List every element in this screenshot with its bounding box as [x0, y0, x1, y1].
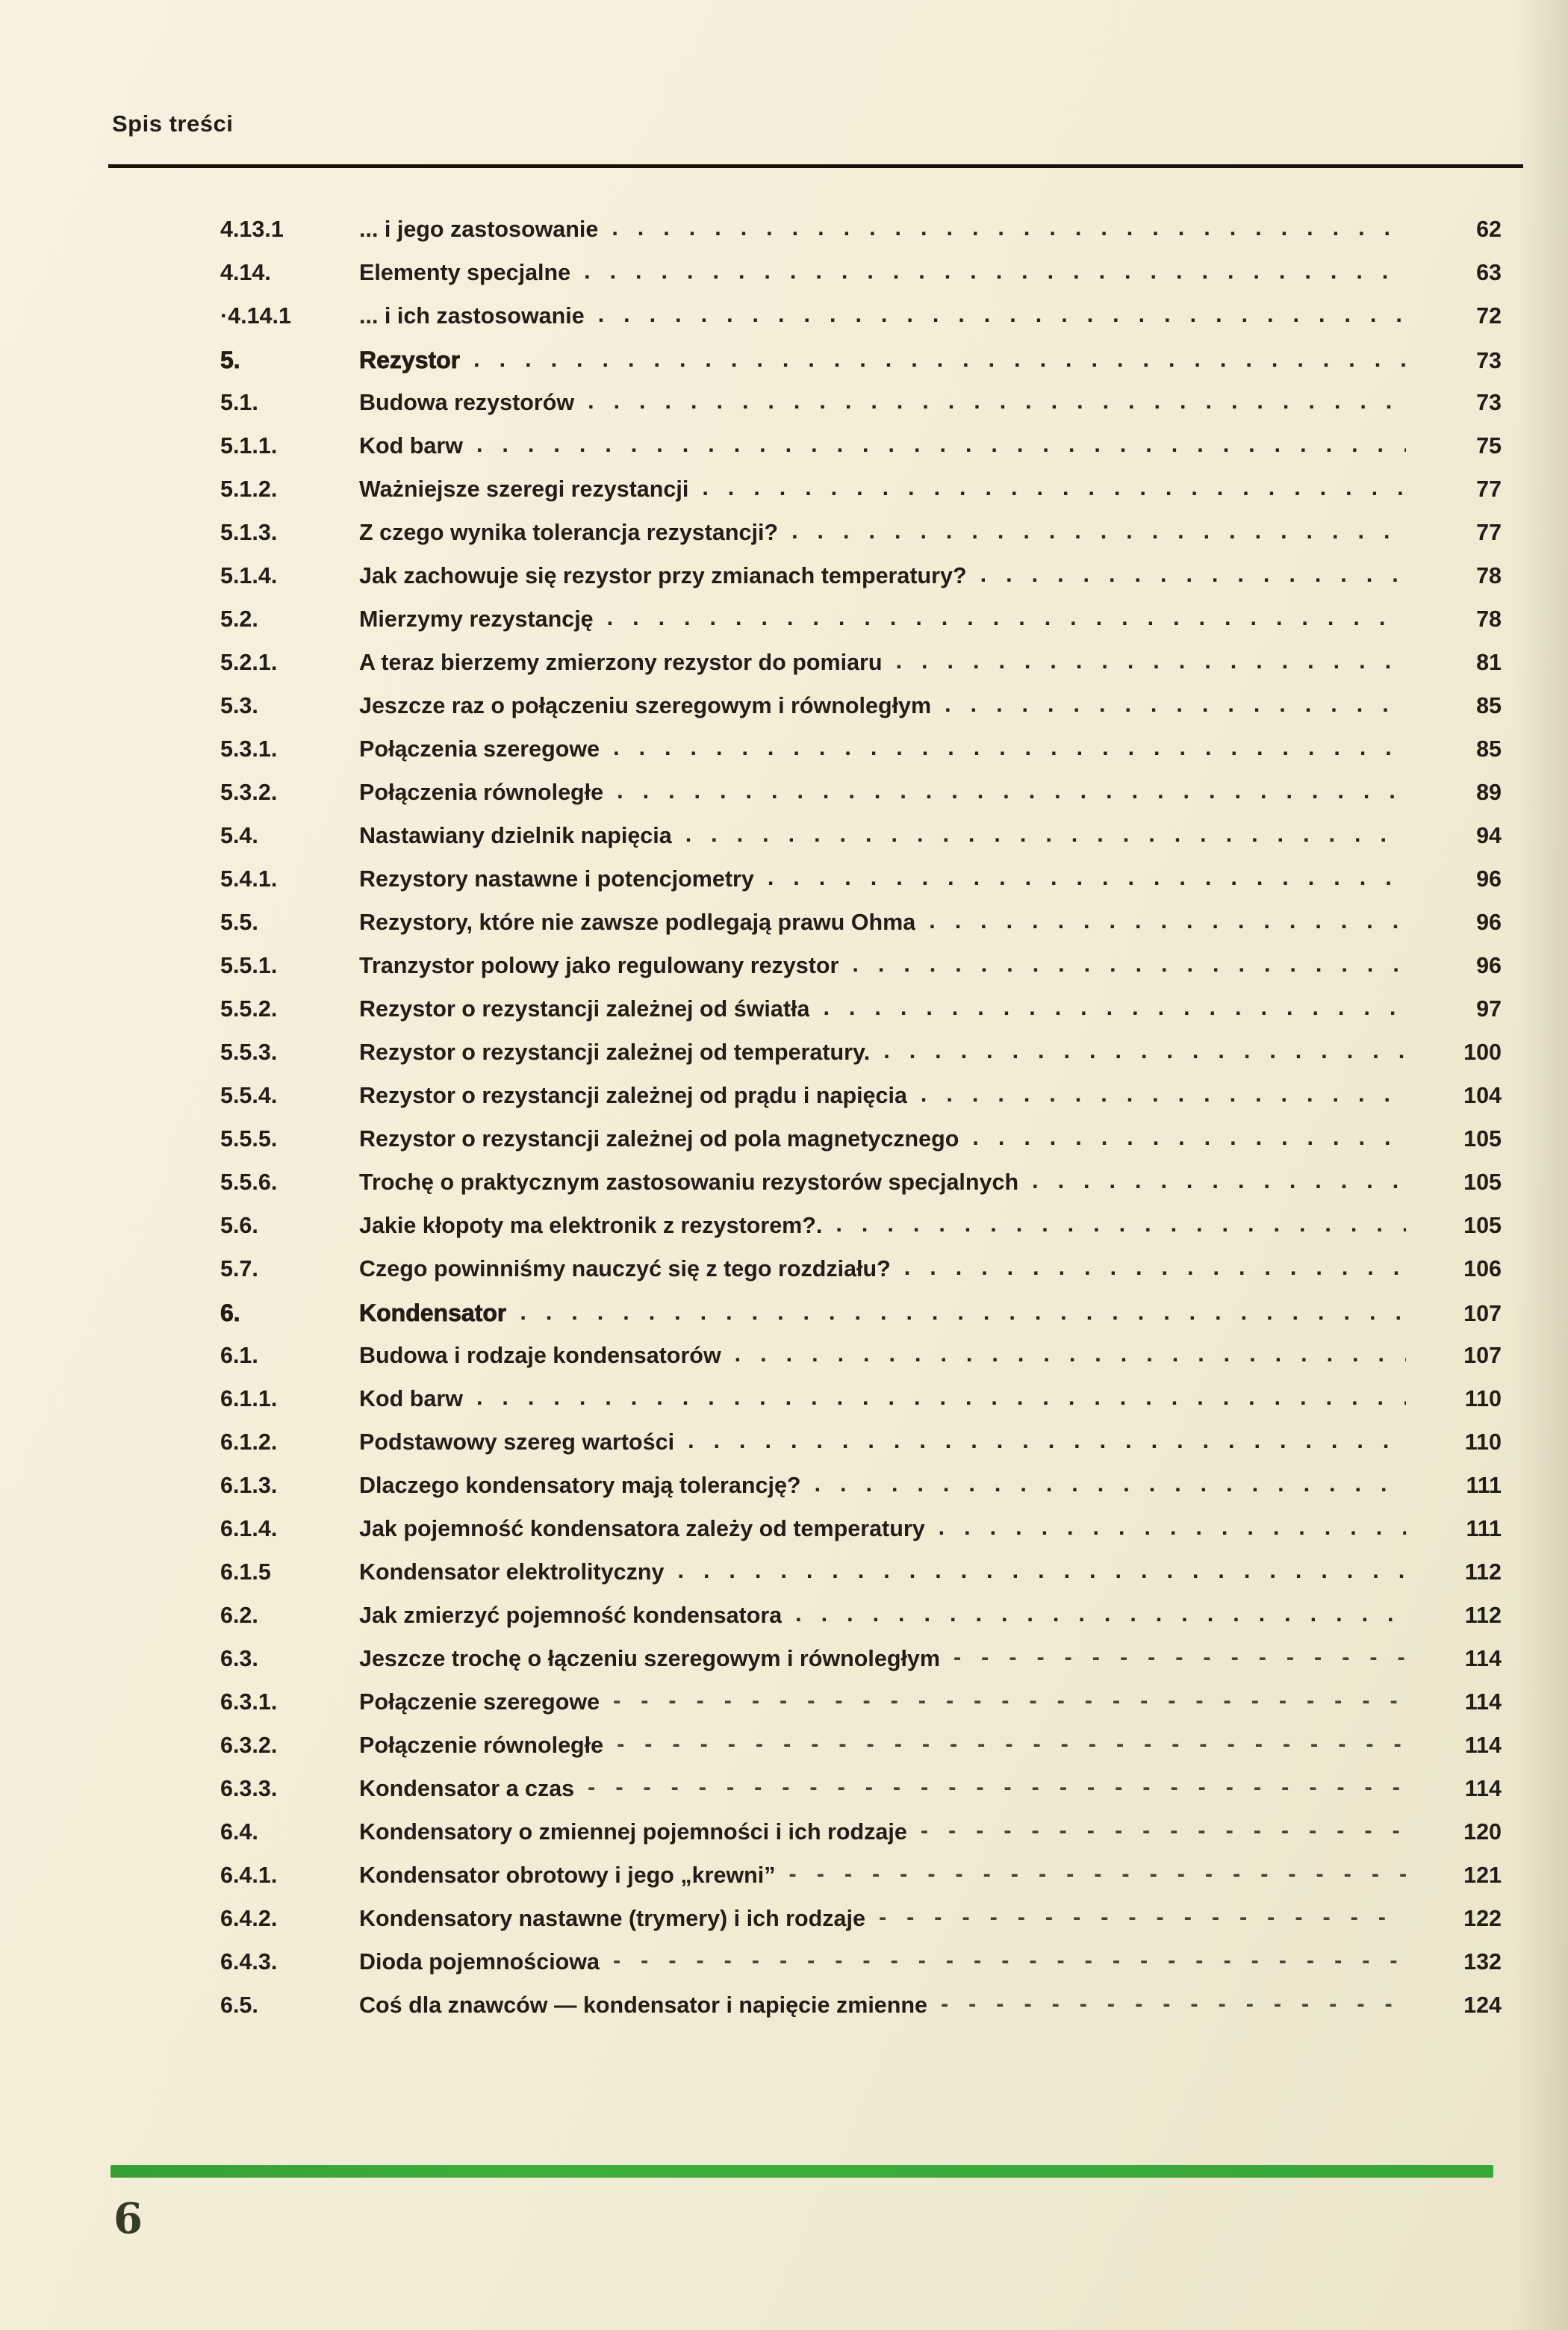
toc-entry — [220, 1949, 1502, 1992]
toc-entry-number: ·4.14.1 — [220, 303, 291, 329]
dot-leader — [904, 1255, 1406, 1281]
toc-entry-page: 110 — [1464, 1386, 1502, 1411]
toc-entry-title: Dioda pojemnościowa — [359, 1949, 600, 1975]
toc-entry — [220, 1689, 1502, 1733]
dot-leader — [688, 1428, 1406, 1454]
toc-entry-number: 6.4.2. — [220, 1906, 278, 1931]
toc-entry-title: Czego powinniśmy nauczyć się z tego rozdziału? — [359, 1256, 891, 1282]
dot-leader — [476, 1385, 1406, 1411]
dot-leader — [795, 1601, 1406, 1627]
dot-leader — [702, 475, 1406, 501]
toc-entry-number: 5.1.3. — [220, 520, 278, 545]
toc-entry-title: Jakie kłopoty ma elektronik z rezystorem?. — [359, 1213, 823, 1238]
toc-entry-page: 81 — [1476, 650, 1502, 675]
dot-leader — [612, 215, 1406, 241]
toc-entry-number: 6.1.1. — [220, 1386, 278, 1411]
toc-entry — [220, 1863, 1502, 1906]
toc-entry-title: Podstawowy szereg wartości — [359, 1429, 675, 1455]
dot-leader — [836, 1211, 1406, 1237]
toc-entry-title: Kondensator elektrolityczny — [359, 1559, 665, 1585]
toc-entry-number: 5. — [220, 347, 240, 373]
dot-leader — [735, 1341, 1406, 1367]
toc-entry-title: Trochę o praktycznym zastosowaniu rezystorów specjalnych — [359, 1169, 1019, 1195]
toc-entry — [220, 1819, 1502, 1863]
toc-entry-number: 5.1.2. — [220, 476, 278, 502]
dot-leader — [945, 692, 1406, 718]
dot-leader — [677, 1558, 1406, 1584]
toc-entry-number: 5.4. — [220, 823, 258, 848]
toc-entry-title: Kondensator a czas — [359, 1776, 575, 1801]
header-rule — [108, 164, 1523, 168]
toc-entry-page: 110 — [1464, 1429, 1502, 1455]
toc-entry-number: 5.3.2. — [220, 780, 278, 805]
toc-entry-title: Rezystor o rezystancji zależnej od światła — [359, 996, 810, 1022]
toc-entry — [220, 520, 1502, 563]
toc-entry-title: Rezystory, które nie zawsze podlegają prawu Ohma — [359, 910, 916, 935]
toc-entry — [220, 1516, 1502, 1559]
toc-entry-page: 85 — [1476, 736, 1502, 762]
toc-entry-number: 6.1.5 — [220, 1559, 271, 1585]
toc-entry-page: 100 — [1463, 1040, 1502, 1065]
dot-leader — [613, 735, 1406, 761]
toc-entry-number: 5.5.5. — [220, 1126, 278, 1152]
toc-entry — [220, 1213, 1502, 1256]
toc-entry-page: 120 — [1463, 1819, 1502, 1845]
toc-entry — [220, 1169, 1502, 1213]
toc-entry-number: 6.5. — [220, 1992, 258, 2018]
toc-entry-page: 62 — [1476, 217, 1502, 242]
toc-entry — [220, 1473, 1502, 1516]
toc-entry — [220, 1733, 1502, 1776]
toc-entry-title: Tranzystor polowy jako regulowany rezystor — [359, 953, 839, 978]
toc-entry — [220, 1992, 1502, 2036]
toc-entry-page: 112 — [1464, 1559, 1502, 1585]
toc-entry-page: 75 — [1476, 433, 1502, 459]
toc-entry-number: 6.1.2. — [220, 1429, 278, 1455]
toc-entry-page: 132 — [1463, 1949, 1502, 1975]
toc-entry — [220, 736, 1502, 780]
toc-entry-number: 5.5.3. — [220, 1040, 278, 1065]
toc-entry — [220, 910, 1502, 953]
dot-leader — [896, 648, 1406, 674]
toc-entry-number: 6.1.4. — [220, 1516, 278, 1541]
toc-entry — [220, 1906, 1502, 1949]
toc-entry — [220, 1559, 1502, 1603]
dot-leader — [588, 1774, 1406, 1801]
toc-entry-number: 5.2. — [220, 606, 258, 632]
toc-entry — [220, 390, 1502, 433]
toc-entry-number: 5.3. — [220, 693, 258, 718]
toc-entry-title: ... i ich zastosowanie — [359, 303, 585, 329]
toc-entry-page: 114 — [1464, 1646, 1502, 1671]
toc-entry-number: 5.4.1. — [220, 866, 278, 892]
toc-entry-title: Mierzymy rezystancję — [359, 606, 594, 632]
toc-entry — [220, 780, 1502, 823]
toc-entry-page: 72 — [1476, 303, 1502, 329]
toc-entry-title: Ważniejsze szeregi rezystancji — [359, 476, 689, 502]
toc-entry-title: Połączenie szeregowe — [359, 1689, 600, 1715]
toc-entry — [220, 823, 1502, 866]
toc-entry-page: 107 — [1463, 1301, 1502, 1326]
toc-entry-page: 114 — [1464, 1689, 1502, 1715]
toc-entry-page: 96 — [1476, 910, 1502, 935]
dot-leader — [476, 432, 1406, 458]
toc-entry-title: Połączenia szeregowe — [359, 736, 600, 762]
toc-entry-page: 73 — [1476, 348, 1502, 373]
toc-entry-title: Nastawiany dzielnik napięcia — [359, 823, 672, 848]
toc-entry-title: Rezystor — [359, 347, 461, 373]
dot-leader — [520, 1299, 1406, 1326]
dot-leader — [921, 1081, 1406, 1107]
dot-leader — [883, 1038, 1406, 1064]
dot-leader — [598, 302, 1406, 328]
toc-entry — [220, 1083, 1502, 1126]
toc-entry-page: 77 — [1476, 476, 1502, 502]
toc-entry-title: Budowa rezystorów — [359, 390, 575, 415]
toc-entry-page: 96 — [1476, 953, 1502, 978]
dot-leader — [588, 388, 1406, 414]
toc-entry-title: Budowa i rodzaje kondensatorów — [359, 1343, 721, 1368]
dot-leader — [953, 1644, 1406, 1671]
toc-entry — [220, 347, 1502, 390]
dot-leader — [852, 951, 1406, 978]
dot-leader — [789, 1861, 1406, 1887]
toc-entry — [220, 563, 1502, 606]
toc-entry-page: 111 — [1466, 1516, 1502, 1541]
toc-entry — [220, 1126, 1502, 1169]
dot-leader — [980, 562, 1406, 588]
page-header: Spis treści — [112, 111, 234, 137]
toc-entry — [220, 1776, 1502, 1819]
toc-entry-title: Jeszcze raz o połączeniu szeregowym i równoległym — [359, 693, 932, 718]
toc-entry-number: 6.4.1. — [220, 1863, 278, 1888]
toc-entry-number: 6.3.2. — [220, 1733, 278, 1758]
toc-list — [220, 217, 1502, 2036]
toc-entry-title: Elementy specjalne — [359, 260, 571, 285]
toc-entry-page: 77 — [1476, 520, 1502, 545]
toc-entry-page: 63 — [1476, 260, 1502, 285]
toc-entry — [220, 693, 1502, 736]
toc-entry-page: 105 — [1463, 1169, 1502, 1195]
toc-entry-number: 5.1. — [220, 390, 258, 415]
dot-leader — [613, 1948, 1406, 1974]
toc-entry-title: Jak pojemność kondensatora zależy od temperatury — [359, 1516, 925, 1541]
dot-leader — [617, 778, 1406, 804]
dot-leader — [972, 1125, 1406, 1151]
toc-entry — [220, 1429, 1502, 1473]
toc-entry-page: 78 — [1476, 563, 1502, 588]
toc-entry-title: Rezystor o rezystancji zależnej od prądu i napięcia — [359, 1083, 907, 1108]
toc-entry-number: 6. — [220, 1299, 240, 1326]
dot-leader — [685, 821, 1406, 848]
dot-leader — [879, 1904, 1406, 1930]
toc-entry-page: 105 — [1463, 1126, 1502, 1152]
toc-entry-title: Połączenie równoległe — [359, 1733, 604, 1758]
dot-leader — [791, 518, 1406, 544]
toc-entry — [220, 1256, 1502, 1299]
toc-entry-number: 4.13.1 — [220, 217, 284, 242]
toc-entry-title: Kod barw — [359, 433, 463, 459]
toc-entry-page: 104 — [1463, 1083, 1502, 1108]
toc-entry-number: 6.4. — [220, 1819, 258, 1845]
dot-leader — [1032, 1168, 1406, 1194]
toc-entry-title: Kondensatory nastawne (trymery) i ich rodzaje — [359, 1906, 865, 1931]
toc-entry-page: 124 — [1463, 1992, 1502, 2018]
toc-entry-page: 107 — [1463, 1343, 1502, 1368]
toc-entry — [220, 996, 1502, 1040]
toc-entry-number: 5.5. — [220, 910, 258, 935]
toc-entry — [220, 606, 1502, 650]
toc-entry-title: Jeszcze trochę o łączeniu szeregowym i równoległym — [359, 1646, 941, 1671]
toc-entry — [220, 260, 1502, 303]
toc-entry-number: 5.5.4. — [220, 1083, 278, 1108]
dot-leader — [823, 995, 1406, 1021]
dot-leader — [929, 908, 1406, 934]
toc-entry-title: A teraz bierzemy zmierzony rezystor do pomiaru — [359, 650, 883, 675]
toc-entry-page: 106 — [1463, 1256, 1502, 1282]
toc-entry-title: Rezystor o rezystancji zależnej od pola magnetycznego — [359, 1126, 959, 1152]
toc-entry-title: Jak zachowuje się rezystor przy zmianach temperatury? — [359, 563, 967, 588]
toc-entry-page: 96 — [1476, 866, 1502, 892]
toc-entry-page: 85 — [1476, 693, 1502, 718]
dot-leader — [939, 1514, 1406, 1541]
toc-entry-title: Połączenia równoległe — [359, 780, 604, 805]
toc-entry-page: 111 — [1466, 1473, 1502, 1498]
toc-entry-title: ... i jego zastosowanie — [359, 217, 599, 242]
toc-entry-title: Z czego wynika tolerancja rezystancji? — [359, 520, 779, 545]
toc-entry-number: 6.3.1. — [220, 1689, 278, 1715]
toc-entry — [220, 303, 1502, 347]
dot-leader — [768, 865, 1406, 891]
toc-entry-page: 114 — [1464, 1733, 1502, 1758]
toc-entry-number: 6.2. — [220, 1603, 258, 1628]
toc-entry-number: 5.6. — [220, 1213, 258, 1238]
dot-leader — [607, 605, 1406, 631]
toc-entry-page: 97 — [1476, 996, 1502, 1022]
toc-entry-page: 112 — [1464, 1603, 1502, 1628]
toc-entry — [220, 1040, 1502, 1083]
dot-leader — [473, 347, 1406, 373]
toc-entry-number: 5.5.1. — [220, 953, 278, 978]
toc-entry-number: 6.3. — [220, 1646, 258, 1671]
toc-entry-title: Kod barw — [359, 1386, 463, 1411]
dot-leader — [584, 258, 1406, 285]
toc-entry — [220, 650, 1502, 693]
toc-entry-number: 5.7. — [220, 1256, 258, 1282]
toc-entry-title: Dlaczego kondensatory mają tolerancję? — [359, 1473, 801, 1498]
toc-entry-page: 78 — [1476, 606, 1502, 632]
toc-entry — [220, 866, 1502, 910]
toc-entry — [220, 476, 1502, 520]
toc-entry-number: 5.5.6. — [220, 1169, 278, 1195]
toc-entry — [220, 217, 1502, 260]
toc-entry-page: 114 — [1464, 1776, 1502, 1801]
toc-entry-page: 122 — [1463, 1906, 1502, 1931]
toc-entry-title: Rezystory nastawne i potencjometry — [359, 866, 754, 892]
toc-entry-title: Rezystor o rezystancji zależnej od temperatury. — [359, 1040, 871, 1065]
toc-entry-page: 121 — [1463, 1863, 1502, 1888]
toc-entry-title: Kondensator — [359, 1299, 507, 1326]
toc-entry-number: 5.1.1. — [220, 433, 278, 459]
toc-entry — [220, 1343, 1502, 1386]
toc-entry-number: 5.3.1. — [220, 736, 278, 762]
toc-entry — [220, 433, 1502, 476]
toc-entry-page: 105 — [1463, 1213, 1502, 1238]
toc-entry — [220, 1299, 1502, 1343]
toc-entry — [220, 1603, 1502, 1646]
toc-entry-number: 5.5.2. — [220, 996, 278, 1022]
toc-entry-number: 4.14. — [220, 260, 271, 285]
toc-entry-number: 6.1. — [220, 1343, 258, 1368]
toc-entry-title: Jak zmierzyć pojemność kondensatora — [359, 1603, 783, 1628]
footer-accent-bar — [111, 2165, 1493, 2178]
dot-leader — [617, 1731, 1406, 1757]
toc-entry — [220, 1386, 1502, 1429]
dot-leader — [815, 1471, 1406, 1497]
toc-entry-page: 89 — [1476, 780, 1502, 805]
toc-entry-page: 94 — [1476, 823, 1502, 848]
toc-entry-number: 6.3.3. — [220, 1776, 278, 1801]
toc-entry-number: 6.1.3. — [220, 1473, 278, 1498]
toc-entry-title: Kondensator obrotowy i jego „krewni” — [359, 1863, 776, 1888]
dot-leader — [941, 1991, 1406, 2017]
toc-entry-title: Coś dla znawców — kondensator i napięcie zmienne — [359, 1992, 927, 2018]
toc-entry-number: 5.2.1. — [220, 650, 278, 675]
dot-leader — [613, 1688, 1406, 1714]
toc-entry-title: Kondensatory o zmiennej pojemności i ich rodzaje — [359, 1819, 907, 1845]
toc-entry-number: 5.1.4. — [220, 563, 278, 588]
toc-entry — [220, 1646, 1502, 1689]
page-number: 6 — [113, 2194, 143, 2243]
toc-entry-page: 73 — [1476, 390, 1502, 415]
dot-leader — [921, 1818, 1406, 1844]
toc-entry — [220, 953, 1502, 996]
toc-entry-number: 6.4.3. — [220, 1949, 278, 1975]
